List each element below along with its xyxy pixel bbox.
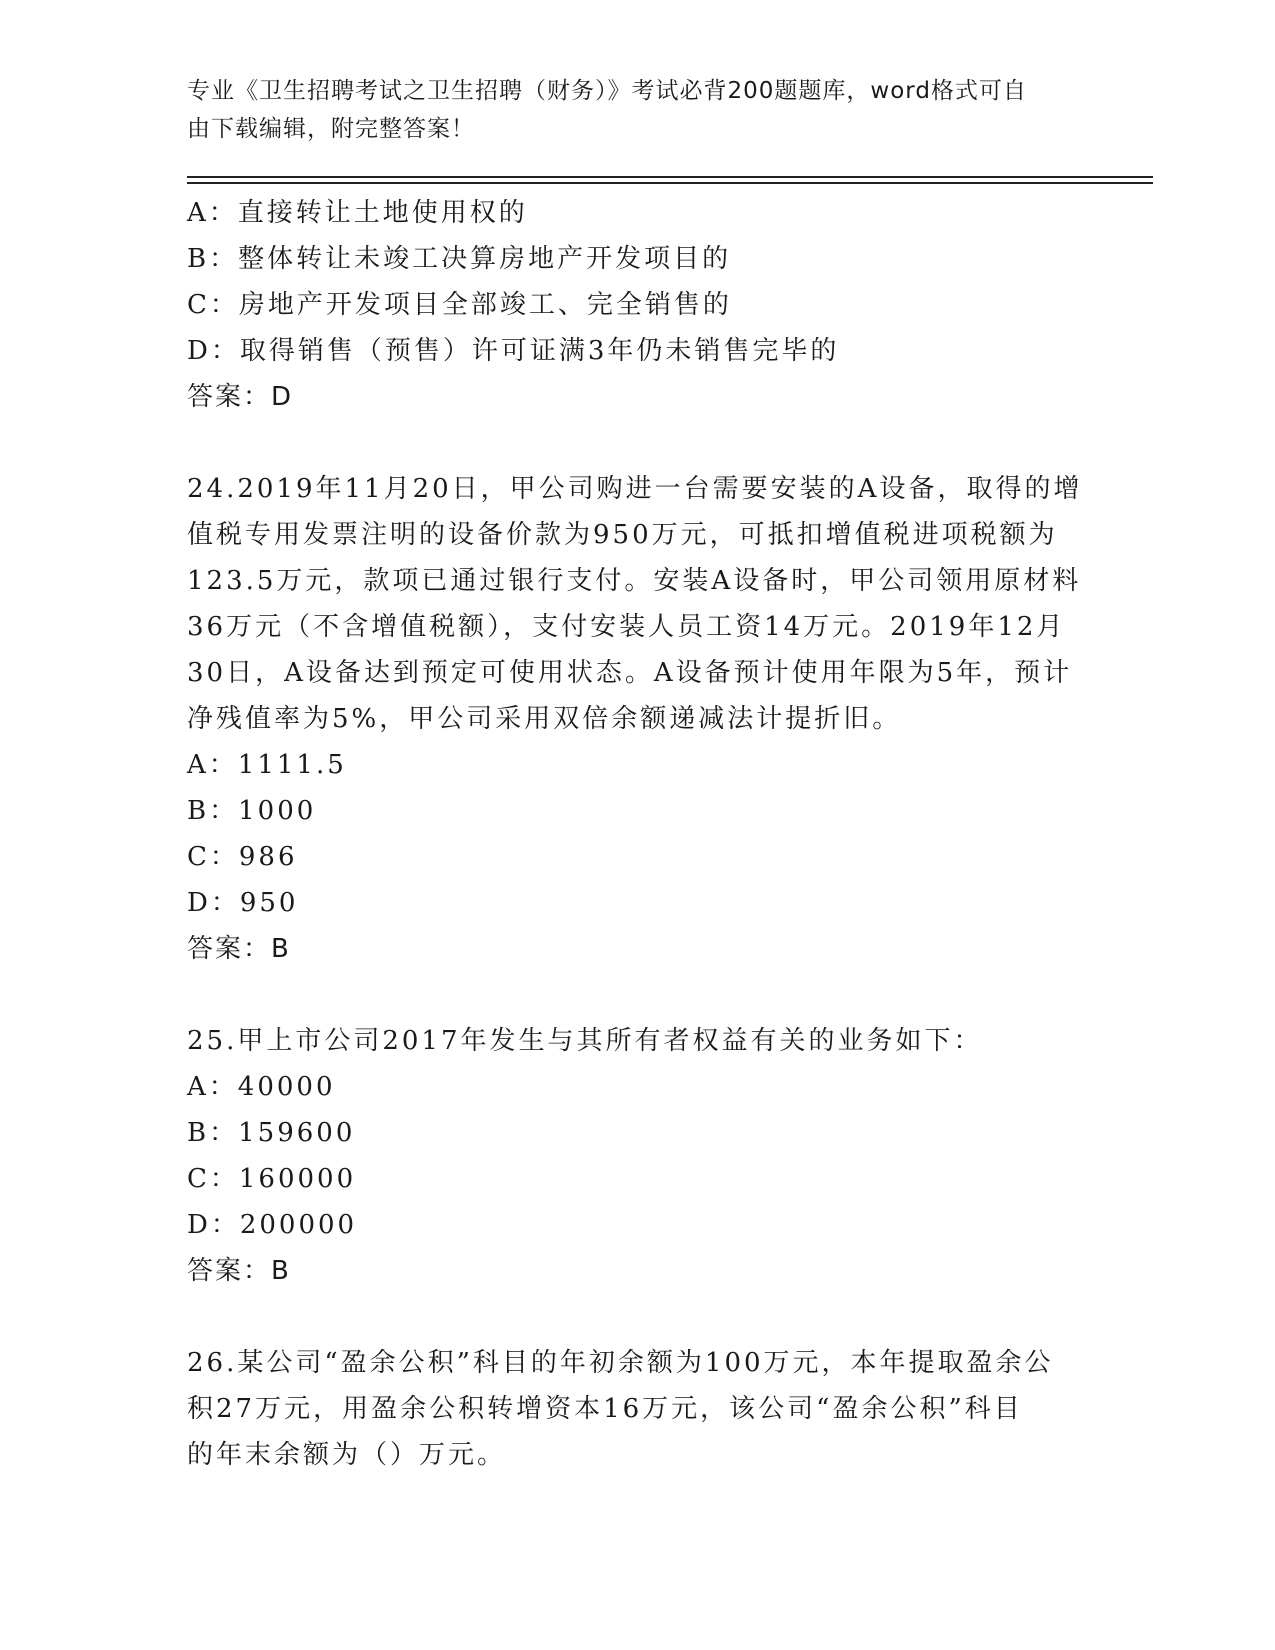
option-d: D：950 [187,888,299,918]
option-a: A：1111.5 [187,750,347,780]
option-c: C：986 [187,842,298,872]
option-c: C：房地产开发项目全部竣工、完全销售的 [187,290,732,320]
option-b: B：159600 [187,1118,356,1148]
answer: 答案：B [187,1256,291,1286]
spacer [187,1294,1087,1340]
header-line-1: 专业《卫生招聘考试之卫生招聘（财务）》考试必背200题题库，word格式可自 [187,78,1027,104]
question-stem-line: 30日，A设备达到预定可使用状态。A设备预计使用年限为5年，预计 [187,658,1073,688]
question-stem-line: 的年末余额为（）万元。 [187,1440,507,1470]
question-25 [187,1018,1087,1294]
option-a: A：40000 [187,1072,336,1102]
question-stem-line: 净残值率为5%，甲公司采用双倍余额递减法计提折旧。 [187,704,902,734]
header-divider-top [187,176,1153,178]
question-stem-line: 24.2019年11月20日，甲公司购进一台需要安装的A设备，取得的增 [187,474,1083,504]
question-stem-line: 值税专用发票注明的设备价款为950万元，可抵扣增值税进项税额为 [187,520,1058,550]
spacer [187,420,1087,466]
option-d: D：取得销售（预售）许可证满3年仍未销售完毕的 [187,336,840,366]
header-line-2: 由下载编辑，附完整答案！ [187,116,475,142]
question-stem-line: 123.5万元，款项已通过银行支付。安装A设备时，甲公司领用原材料 [187,566,1082,596]
answer: 答案：D [187,382,294,412]
option-b: B：1000 [187,796,317,826]
document-body [187,190,1087,1478]
header-divider-bottom [187,182,1153,184]
document-header [187,72,1067,148]
option-c: C：160000 [187,1164,357,1194]
question-stem: 25.甲上市公司2017年发生与其所有者权益有关的业务如下： [187,1026,983,1056]
option-d: D：200000 [187,1210,358,1240]
option-b: B：整体转让未竣工决算房地产开发项目的 [187,244,732,274]
spacer [187,972,1087,1018]
question-24 [187,466,1087,972]
question-23 [187,190,1087,420]
question-stem-line: 积27万元，用盈余公积转增资本16万元，该公司“盈余公积”科目 [187,1394,1023,1424]
answer: 答案：B [187,934,291,964]
option-a: A：直接转让土地使用权的 [187,198,528,228]
question-stem-line: 36万元（不含增值税额），支付安装人员工资14万元。2019年12月 [187,612,1066,642]
question-stem-line: 26.某公司“盈余公积”科目的年初余额为100万元，本年提取盈余公 [187,1348,1054,1378]
question-26 [187,1340,1087,1478]
